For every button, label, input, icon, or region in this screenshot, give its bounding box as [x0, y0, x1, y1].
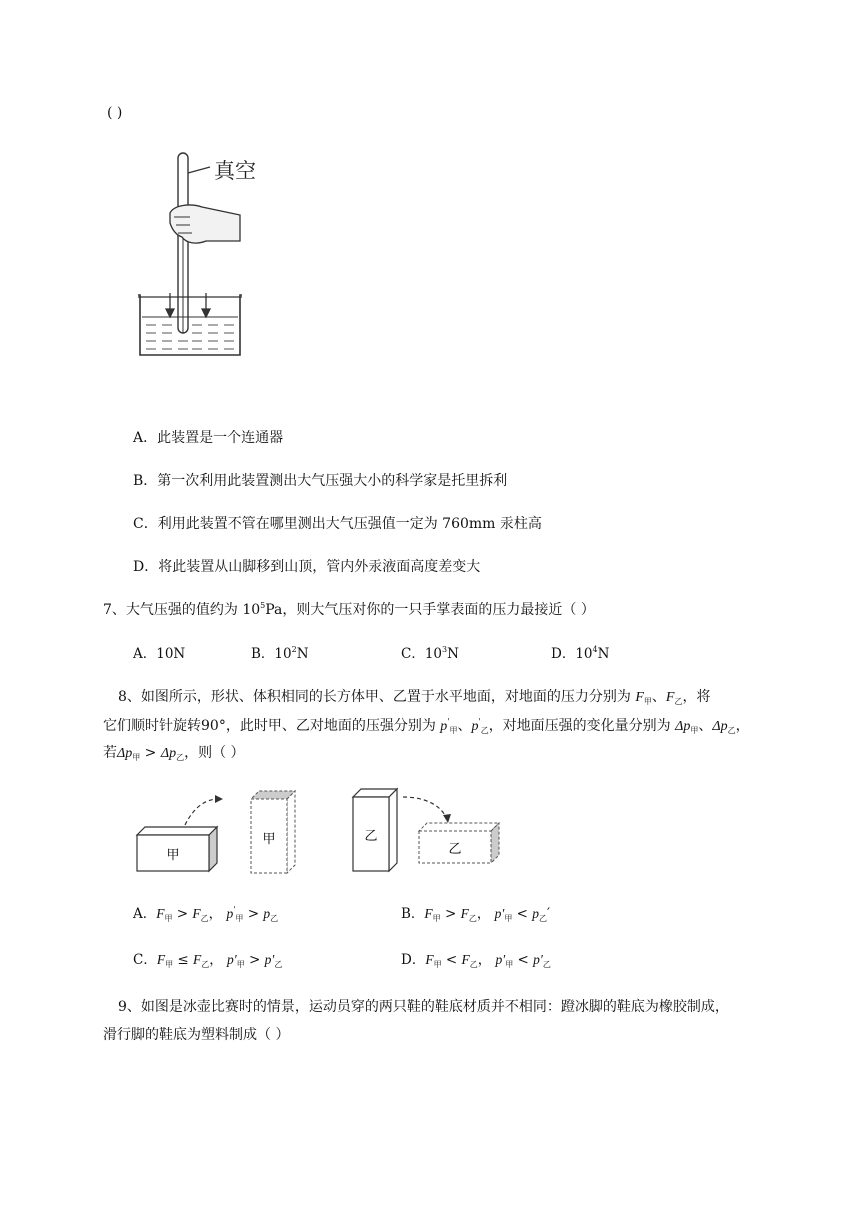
q8-stem-line2: 它们顺时针旋转90°，此时甲、乙对地面的压强分别为 $p'_甲$、$p'_乙$，对地面压强的变化量分别为 $\Delta p_甲$、$\Delta p_乙$，: [103, 717, 750, 735]
q9-stem-line1: 9、如图是冰壶比赛时的情景，运动员穿的两只鞋的鞋底材质并不相同：蹬冰脚的鞋底为橡胶制成，: [118, 999, 729, 1015]
q7-option-b: B．$10^2N$: [251, 645, 309, 662]
svg-text:甲: 甲: [262, 832, 276, 847]
svg-text:乙: 乙: [364, 829, 378, 844]
q8-option-b: B．$F_甲 > F_乙$， $p'_甲 < p_乙'$: [401, 906, 551, 923]
q7-option-a: A．10N: [133, 646, 186, 662]
q7-prefix: 7、大气压强的值约为 10: [103, 602, 261, 618]
q8-option-c: C．$F_甲 \le F_乙$， $p'_甲 > p'_乙$: [133, 952, 283, 969]
q8-option-d: D．$F_甲 < F_乙$， $p'_甲 < p'_乙$: [401, 952, 551, 969]
svg-text:甲: 甲: [166, 848, 180, 863]
q6-option-b: B．第一次利用此装置测出大气压强大小的科学家是托里拆利: [133, 473, 508, 489]
q7-stem: [103, 599, 595, 619]
q7-exp: 5: [260, 601, 266, 610]
svg-text:乙: 乙: [448, 842, 462, 857]
q6-option-d: D．将此装置从山脚移到山顶，管内外汞液面高度差变大: [133, 559, 481, 575]
q6-option-c: C．利用此装置不管在哪里测出大气压强值一定为 760mm 汞柱高: [133, 516, 542, 532]
q9-stem-line2: 滑行脚的鞋底为塑料制成（ ）: [103, 1027, 290, 1043]
torricelli-figure: [130, 145, 300, 365]
q8-option-a: A．$F_甲 > F_乙$， $p'_甲 > p_乙$: [133, 905, 279, 923]
vacuum-label: 真空: [214, 159, 256, 183]
q7-option-d: D．$10^4N$: [551, 645, 610, 662]
q6-option-a: A．此装置是一个连通器: [133, 430, 284, 446]
rotating-blocks-figure: [135, 785, 515, 875]
q7-suffix: Pa，则大气压对你的一只手掌表面的压力最接近（ ）: [265, 602, 595, 618]
question-answer-paren: ( ): [107, 105, 123, 121]
q7-option-c: C．$10^3N$: [401, 645, 459, 662]
q8-stem-line3: 若$\Delta p_甲 > \Delta p_乙$，则（ ）: [103, 745, 245, 762]
q8-stem-line1: 8、如图所示，形状、体积相同的长方体甲、乙置于水平地面，对地面的压力分别为 $F_甲$、$F_乙$，将: [118, 689, 711, 706]
